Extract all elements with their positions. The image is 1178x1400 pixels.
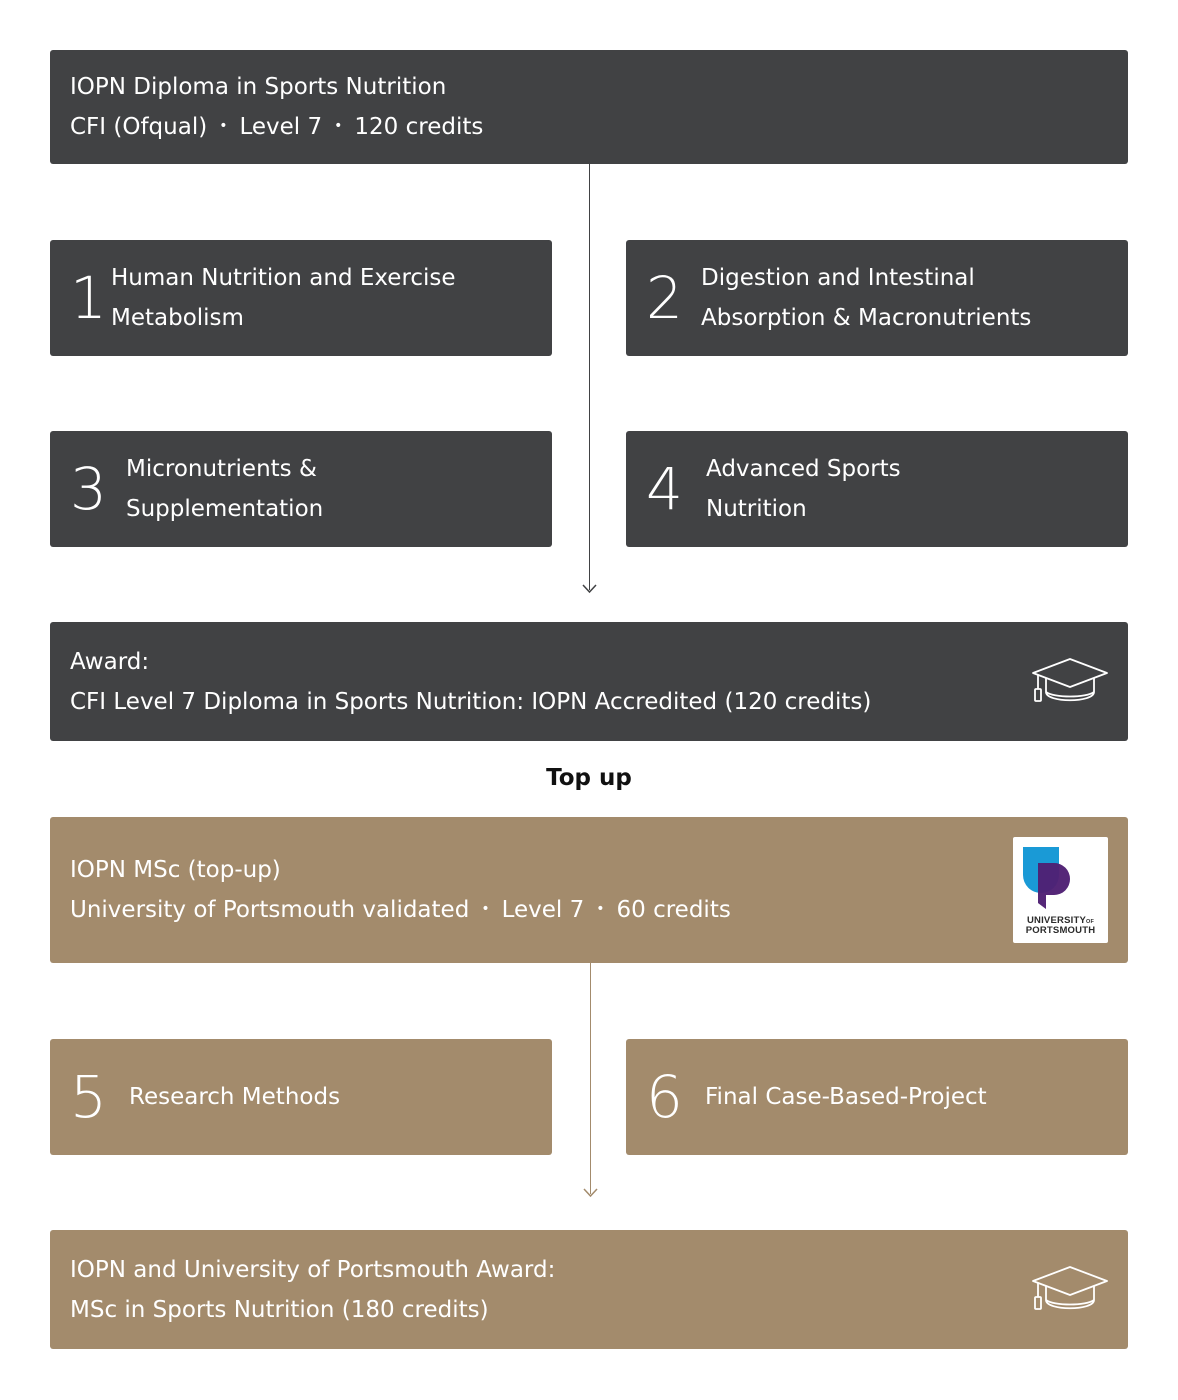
- module-title-line: Research Methods: [129, 1084, 341, 1110]
- module-title: [129, 1077, 340, 1117]
- bullet-separator: •: [334, 117, 343, 134]
- msc-level: Level 7: [501, 897, 585, 923]
- award-text: MSc in Sports Nutrition (180 credits): [70, 1297, 489, 1323]
- module-title: [706, 449, 901, 529]
- module-card-6: [626, 1039, 1128, 1155]
- diploma-awarding-body: CFI (Ofqual): [70, 114, 208, 140]
- msc-credits: 60 credits: [616, 897, 731, 923]
- arrow-down-icon: [583, 1186, 598, 1198]
- diploma-award: [50, 622, 1128, 741]
- msc-validator: University of Portsmouth validated: [70, 897, 470, 923]
- module-card-3: [50, 431, 552, 547]
- logo-text-line: UNIVERSITY: [1026, 915, 1086, 926]
- module-title: [111, 258, 456, 338]
- topup-label: Top up: [546, 765, 632, 791]
- module-number: 2: [646, 264, 683, 332]
- diploma-header: [50, 50, 1128, 164]
- university-logo-mark: [1021, 845, 1076, 913]
- bullet-separator: •: [219, 117, 228, 134]
- module-title-line: Metabolism: [111, 305, 244, 331]
- module-card-1: [50, 240, 552, 356]
- module-title-line: Nutrition: [706, 496, 807, 522]
- module-title: [705, 1077, 987, 1117]
- module-number: 1: [70, 264, 107, 332]
- graduation-cap-icon: [1030, 656, 1110, 708]
- module-number: 5: [70, 1063, 107, 1131]
- module-number: 4: [646, 455, 683, 523]
- diploma-title: IOPN Diploma in Sports Nutrition: [70, 74, 447, 100]
- diploma-meta: [70, 107, 1128, 148]
- bullet-separator: •: [596, 900, 605, 917]
- diploma-level: Level 7: [239, 114, 323, 140]
- module-card-4: [626, 431, 1128, 547]
- module-title-line: Final Case-Based-Project: [705, 1084, 987, 1110]
- msc-meta: [70, 890, 1128, 931]
- msc-title: IOPN MSc (top-up): [70, 857, 281, 883]
- module-card-2: [626, 240, 1128, 356]
- logo-text-of: OF: [1085, 919, 1095, 925]
- module-title: [701, 258, 1031, 338]
- module-title-line: Human Nutrition and Exercise: [111, 265, 456, 291]
- flow-connector-tan: [590, 963, 591, 1194]
- module-title-line: Absorption & Macronutrients: [701, 305, 1032, 331]
- module-title: [126, 449, 323, 529]
- module-title-line: Advanced Sports: [706, 456, 901, 482]
- graduation-cap-icon: [1030, 1264, 1110, 1316]
- award-text: CFI Level 7 Diploma in Sports Nutrition: IOPN Accredited (120 credits): [70, 689, 872, 715]
- award-label: IOPN and University of Portsmouth Award:: [70, 1257, 556, 1283]
- msc-header: [50, 817, 1128, 963]
- module-title-line: Supplementation: [126, 496, 324, 522]
- bullet-separator: •: [481, 900, 490, 917]
- university-logo-text: PORTSMOUTH: [1025, 925, 1096, 936]
- module-number: 3: [70, 455, 107, 523]
- flow-connector-dark: [589, 164, 590, 590]
- arrow-down-icon: [582, 582, 597, 594]
- module-number: 6: [646, 1063, 683, 1131]
- module-title-line: Digestion and Intestinal: [701, 265, 975, 291]
- university-logo: [1013, 837, 1108, 943]
- module-card-5: [50, 1039, 552, 1155]
- award-label: Award:: [70, 649, 150, 675]
- msc-award: [50, 1230, 1128, 1349]
- module-title-line: Micronutrients &: [126, 456, 317, 482]
- diploma-credits: 120 credits: [354, 114, 484, 140]
